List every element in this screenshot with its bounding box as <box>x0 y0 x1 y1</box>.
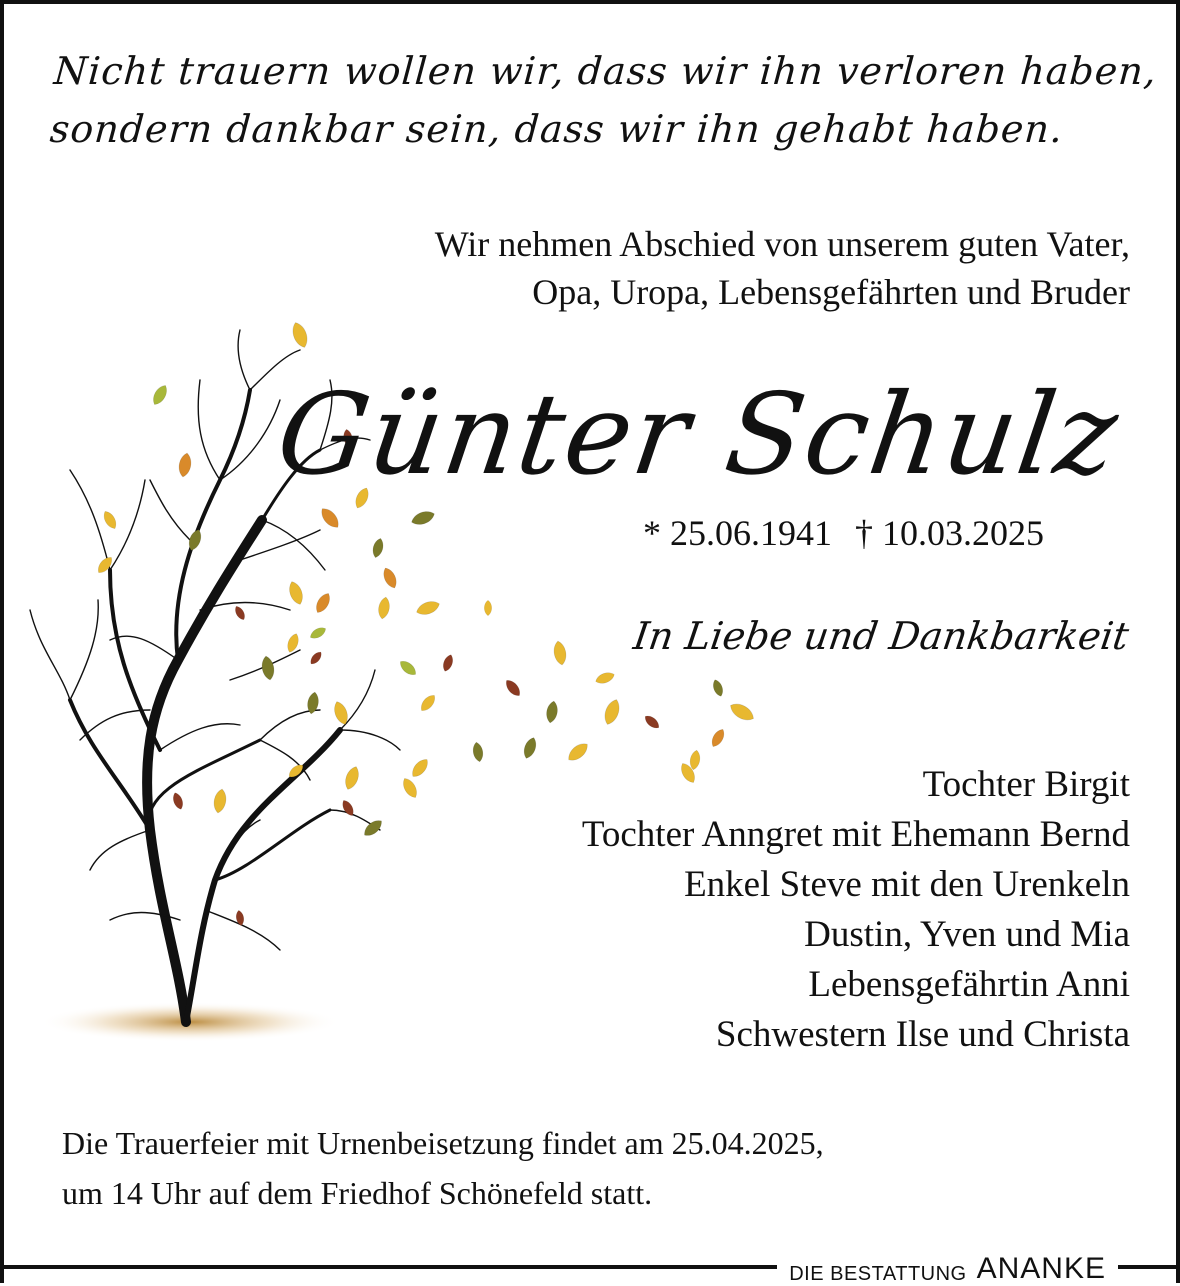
mourner-line: Schwestern Ilse und Christa <box>715 1014 1130 1055</box>
leaf <box>400 776 420 800</box>
leaf <box>150 383 170 407</box>
twig <box>90 830 150 870</box>
twig <box>30 610 70 700</box>
leaf <box>186 528 203 552</box>
leaf <box>727 700 756 724</box>
birth-date: * 25.06.1941 <box>643 513 832 553</box>
leaf <box>410 508 437 527</box>
memorial-quote <box>48 42 1159 158</box>
leaf <box>441 653 455 672</box>
mourner-line: Dustin, Yven und Mia <box>804 914 1130 955</box>
leaf <box>286 580 305 607</box>
mourner-line: Tochter Anngret mit Ehemann Bernd <box>581 814 1130 855</box>
leaf <box>484 600 491 615</box>
farewell-intro <box>435 220 1130 316</box>
twig <box>262 520 325 570</box>
twig <box>70 600 98 700</box>
funeral-home-prefix: DIE BESTATTUNG <box>789 1263 967 1285</box>
twig <box>198 380 220 480</box>
leaf <box>290 320 311 349</box>
twig <box>80 710 150 740</box>
intro-line-1: Wir nehmen Abschied von unserem guten Vater, <box>434 224 1130 264</box>
intro-line-2: Opa, Uropa, Lebensgefährten und Bruder <box>532 272 1130 312</box>
border-top <box>0 0 1180 4</box>
twig <box>160 724 240 750</box>
leaf <box>521 736 538 760</box>
leaf <box>709 727 727 749</box>
leaf <box>594 670 616 686</box>
leaf <box>233 604 247 621</box>
mourner-line: Tochter Birgit <box>922 764 1130 805</box>
leaf <box>308 625 327 641</box>
funeral-home-signature <box>777 1246 1118 1286</box>
leaf <box>377 596 391 619</box>
funeral-home-brand: ANANKE <box>976 1252 1106 1285</box>
twig <box>150 480 190 540</box>
leaf <box>397 658 418 678</box>
leaf <box>503 677 523 698</box>
leaf <box>602 697 623 726</box>
leaf <box>313 591 333 615</box>
mourner-line: Lebensgefährtin Anni <box>808 964 1130 1005</box>
twig <box>260 740 310 780</box>
ceremony-line-1: Die Trauerfeier mit Urnenbeisetzung findet am 25.04.2025, <box>62 1125 824 1161</box>
leaf <box>260 655 276 681</box>
leaf <box>177 452 193 478</box>
closing-phrase: In Liebe und Dankbarkeit <box>630 614 1132 658</box>
leaf <box>552 640 568 666</box>
twig <box>220 400 280 480</box>
quote-line-2: sondern dankbar sein, dass wir ihn gehabt haben. <box>48 107 1065 151</box>
leaf <box>171 791 185 810</box>
leaf <box>342 765 361 792</box>
leaf <box>409 756 431 780</box>
leaf <box>643 713 662 731</box>
mourner-line: Enkel Steve mit den Urenkeln <box>684 864 1130 905</box>
ceremony-line-2: um 14 Uhr auf dem Friedhof Schönefeld statt. <box>62 1175 653 1211</box>
leaf <box>711 678 725 697</box>
death-date: † 10.03.2025 <box>855 513 1044 553</box>
life-dates <box>643 510 1044 556</box>
leaf <box>318 505 342 531</box>
twig <box>340 730 400 750</box>
leaf <box>415 598 442 617</box>
twig <box>260 710 320 740</box>
quote-line-1: Nicht trauern wollen wir, dass wir ihn verloren haben, <box>52 49 1159 93</box>
twig <box>238 330 250 390</box>
deceased-name: Günter Schulz <box>270 370 1128 500</box>
leaf <box>371 537 385 559</box>
leaf <box>101 509 119 531</box>
leaf <box>418 692 438 713</box>
twig <box>70 470 110 570</box>
leaf <box>308 650 324 667</box>
leaf <box>212 788 228 814</box>
leaf <box>472 741 485 762</box>
leaf <box>545 700 559 723</box>
leaf <box>235 910 245 926</box>
mourners-list <box>582 760 1130 1060</box>
ceremony-info <box>62 1118 824 1218</box>
border-right <box>1176 0 1180 1283</box>
leaf <box>381 566 400 590</box>
